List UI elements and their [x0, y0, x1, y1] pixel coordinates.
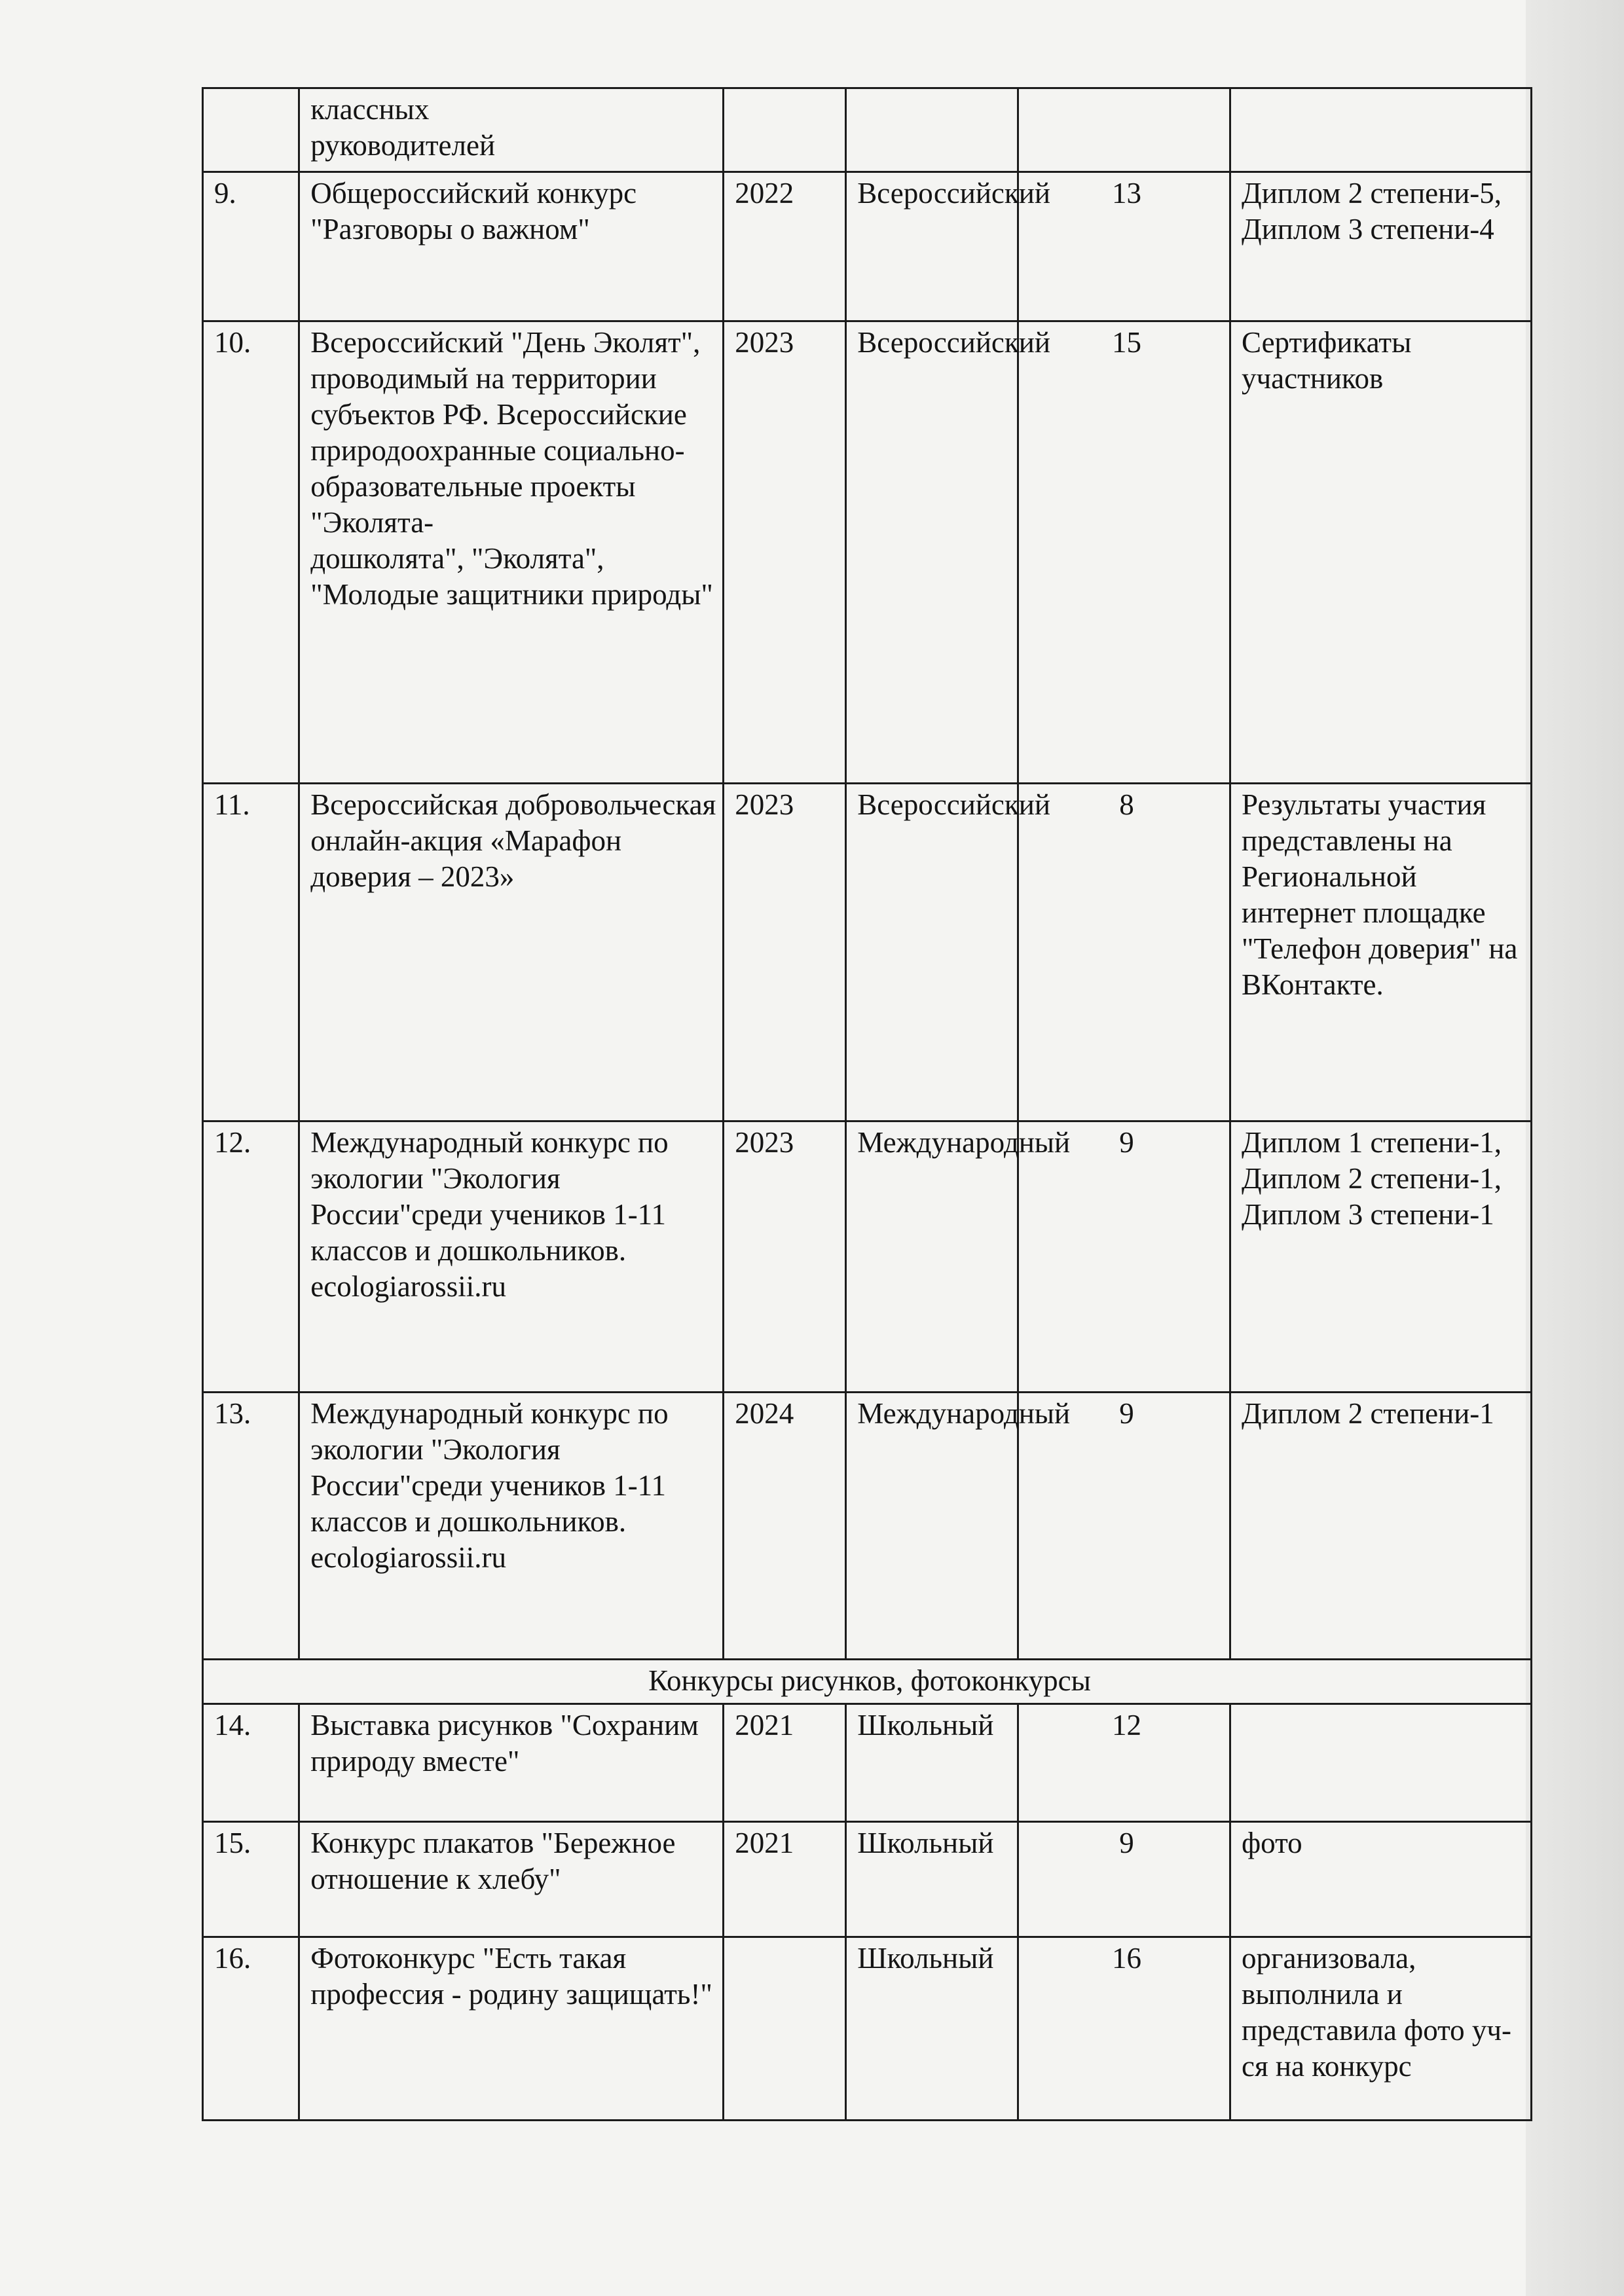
cell-count: 8: [1018, 784, 1230, 1121]
cell-count: 13: [1018, 172, 1230, 321]
cell-count: 15: [1018, 321, 1230, 784]
cell-year: 2021: [724, 1704, 846, 1822]
cell-name: Международный конкурс по экологии "Экология России"среди учеников 1-11 классов и дошкольников. ecologiarossii.ru: [299, 1393, 724, 1660]
cell-year: 2023: [724, 784, 846, 1121]
cell-count: [1018, 88, 1230, 172]
cell-name: Выставка рисунков "Сохраним природу вместе": [299, 1704, 724, 1822]
cell-year: [724, 1937, 846, 2121]
cell-year: 2023: [724, 321, 846, 784]
cell-name: классных руководителей: [299, 88, 724, 172]
cell-result: фото: [1230, 1822, 1532, 1937]
cell-num: 10.: [203, 321, 299, 784]
cell-level: Всероссийский: [846, 321, 1018, 784]
cell-count: 9: [1018, 1393, 1230, 1660]
cell-name: Всероссийский "День Эколят", проводимый на территории субъектов РФ. Всероссийские природоохранные социально- образовательные проекты "Эколята- дошколята", "Эколята", "Молодые защитники природы": [299, 321, 724, 784]
achievements-table: [202, 87, 1532, 2121]
cell-year: 2021: [724, 1822, 846, 1937]
cell-count: 9: [1018, 1822, 1230, 1937]
cell-count: 16: [1018, 1937, 1230, 2121]
cell-num: 13.: [203, 1393, 299, 1660]
cell-num: 12.: [203, 1121, 299, 1393]
cell-result: [1230, 88, 1532, 172]
cell-result: Диплом 2 степени-5, Диплом 3 степени-4: [1230, 172, 1532, 321]
cell-result: Диплом 1 степени-1, Диплом 2 степени-1, Диплом 3 степени-1: [1230, 1121, 1532, 1393]
cell-num: 16.: [203, 1937, 299, 2121]
cell-result: Диплом 2 степени-1: [1230, 1393, 1532, 1660]
cell-result: Сертификаты участников: [1230, 321, 1532, 784]
cell-name: Конкурс плакатов "Бережное отношение к хлебу": [299, 1822, 724, 1937]
cell-result: организовала, выполнила и представила фото уч-ся на конкурс: [1230, 1937, 1532, 2121]
cell-name: Общероссийский конкурс "Разговоры о важном": [299, 172, 724, 321]
table-row: [203, 1393, 1532, 1660]
cell-name: Всероссийская добровольческая онлайн-акция «Марафон доверия – 2023»: [299, 784, 724, 1121]
page-edge-shadow: [1526, 0, 1624, 2296]
cell-result: [1230, 1704, 1532, 1822]
table-row-fragment: [203, 88, 1532, 172]
section-title: Конкурсы рисунков, фотоконкурсы: [203, 1660, 1532, 1704]
table-row: [203, 1937, 1532, 2121]
cell-num: 11.: [203, 784, 299, 1121]
cell-level: Международный: [846, 1393, 1018, 1660]
cell-name: Фотоконкурс "Есть такая профессия - родину защищать!": [299, 1937, 724, 2121]
section-row: [203, 1660, 1532, 1704]
cell-year: 2022: [724, 172, 846, 321]
cell-level: Всероссийский: [846, 172, 1018, 321]
cell-num: [203, 88, 299, 172]
table-row: [203, 1822, 1532, 1937]
table-row: [203, 1121, 1532, 1393]
cell-level: Всероссийский: [846, 784, 1018, 1121]
cell-num: 9.: [203, 172, 299, 321]
cell-num: 15.: [203, 1822, 299, 1937]
cell-year: 2024: [724, 1393, 846, 1660]
table-row: [203, 172, 1532, 321]
cell-level: Школьный: [846, 1704, 1018, 1822]
table-row: [203, 321, 1532, 784]
cell-level: Международный: [846, 1121, 1018, 1393]
cell-count: 9: [1018, 1121, 1230, 1393]
cell-level: [846, 88, 1018, 172]
cell-name: Международный конкурс по экологии "Экология России"среди учеников 1-11 классов и дошкольников. ecologiarossii.ru: [299, 1121, 724, 1393]
cell-year: 2023: [724, 1121, 846, 1393]
cell-result: Результаты участия представлены на Региональной интернет площадке "Телефон доверия" на ВКонтакте.: [1230, 784, 1532, 1121]
cell-level: Школьный: [846, 1822, 1018, 1937]
cell-num: 14.: [203, 1704, 299, 1822]
table-row: [203, 1704, 1532, 1822]
cell-year: [724, 88, 846, 172]
cell-level: Школьный: [846, 1937, 1018, 2121]
cell-count: 12: [1018, 1704, 1230, 1822]
table-row: [203, 784, 1532, 1121]
